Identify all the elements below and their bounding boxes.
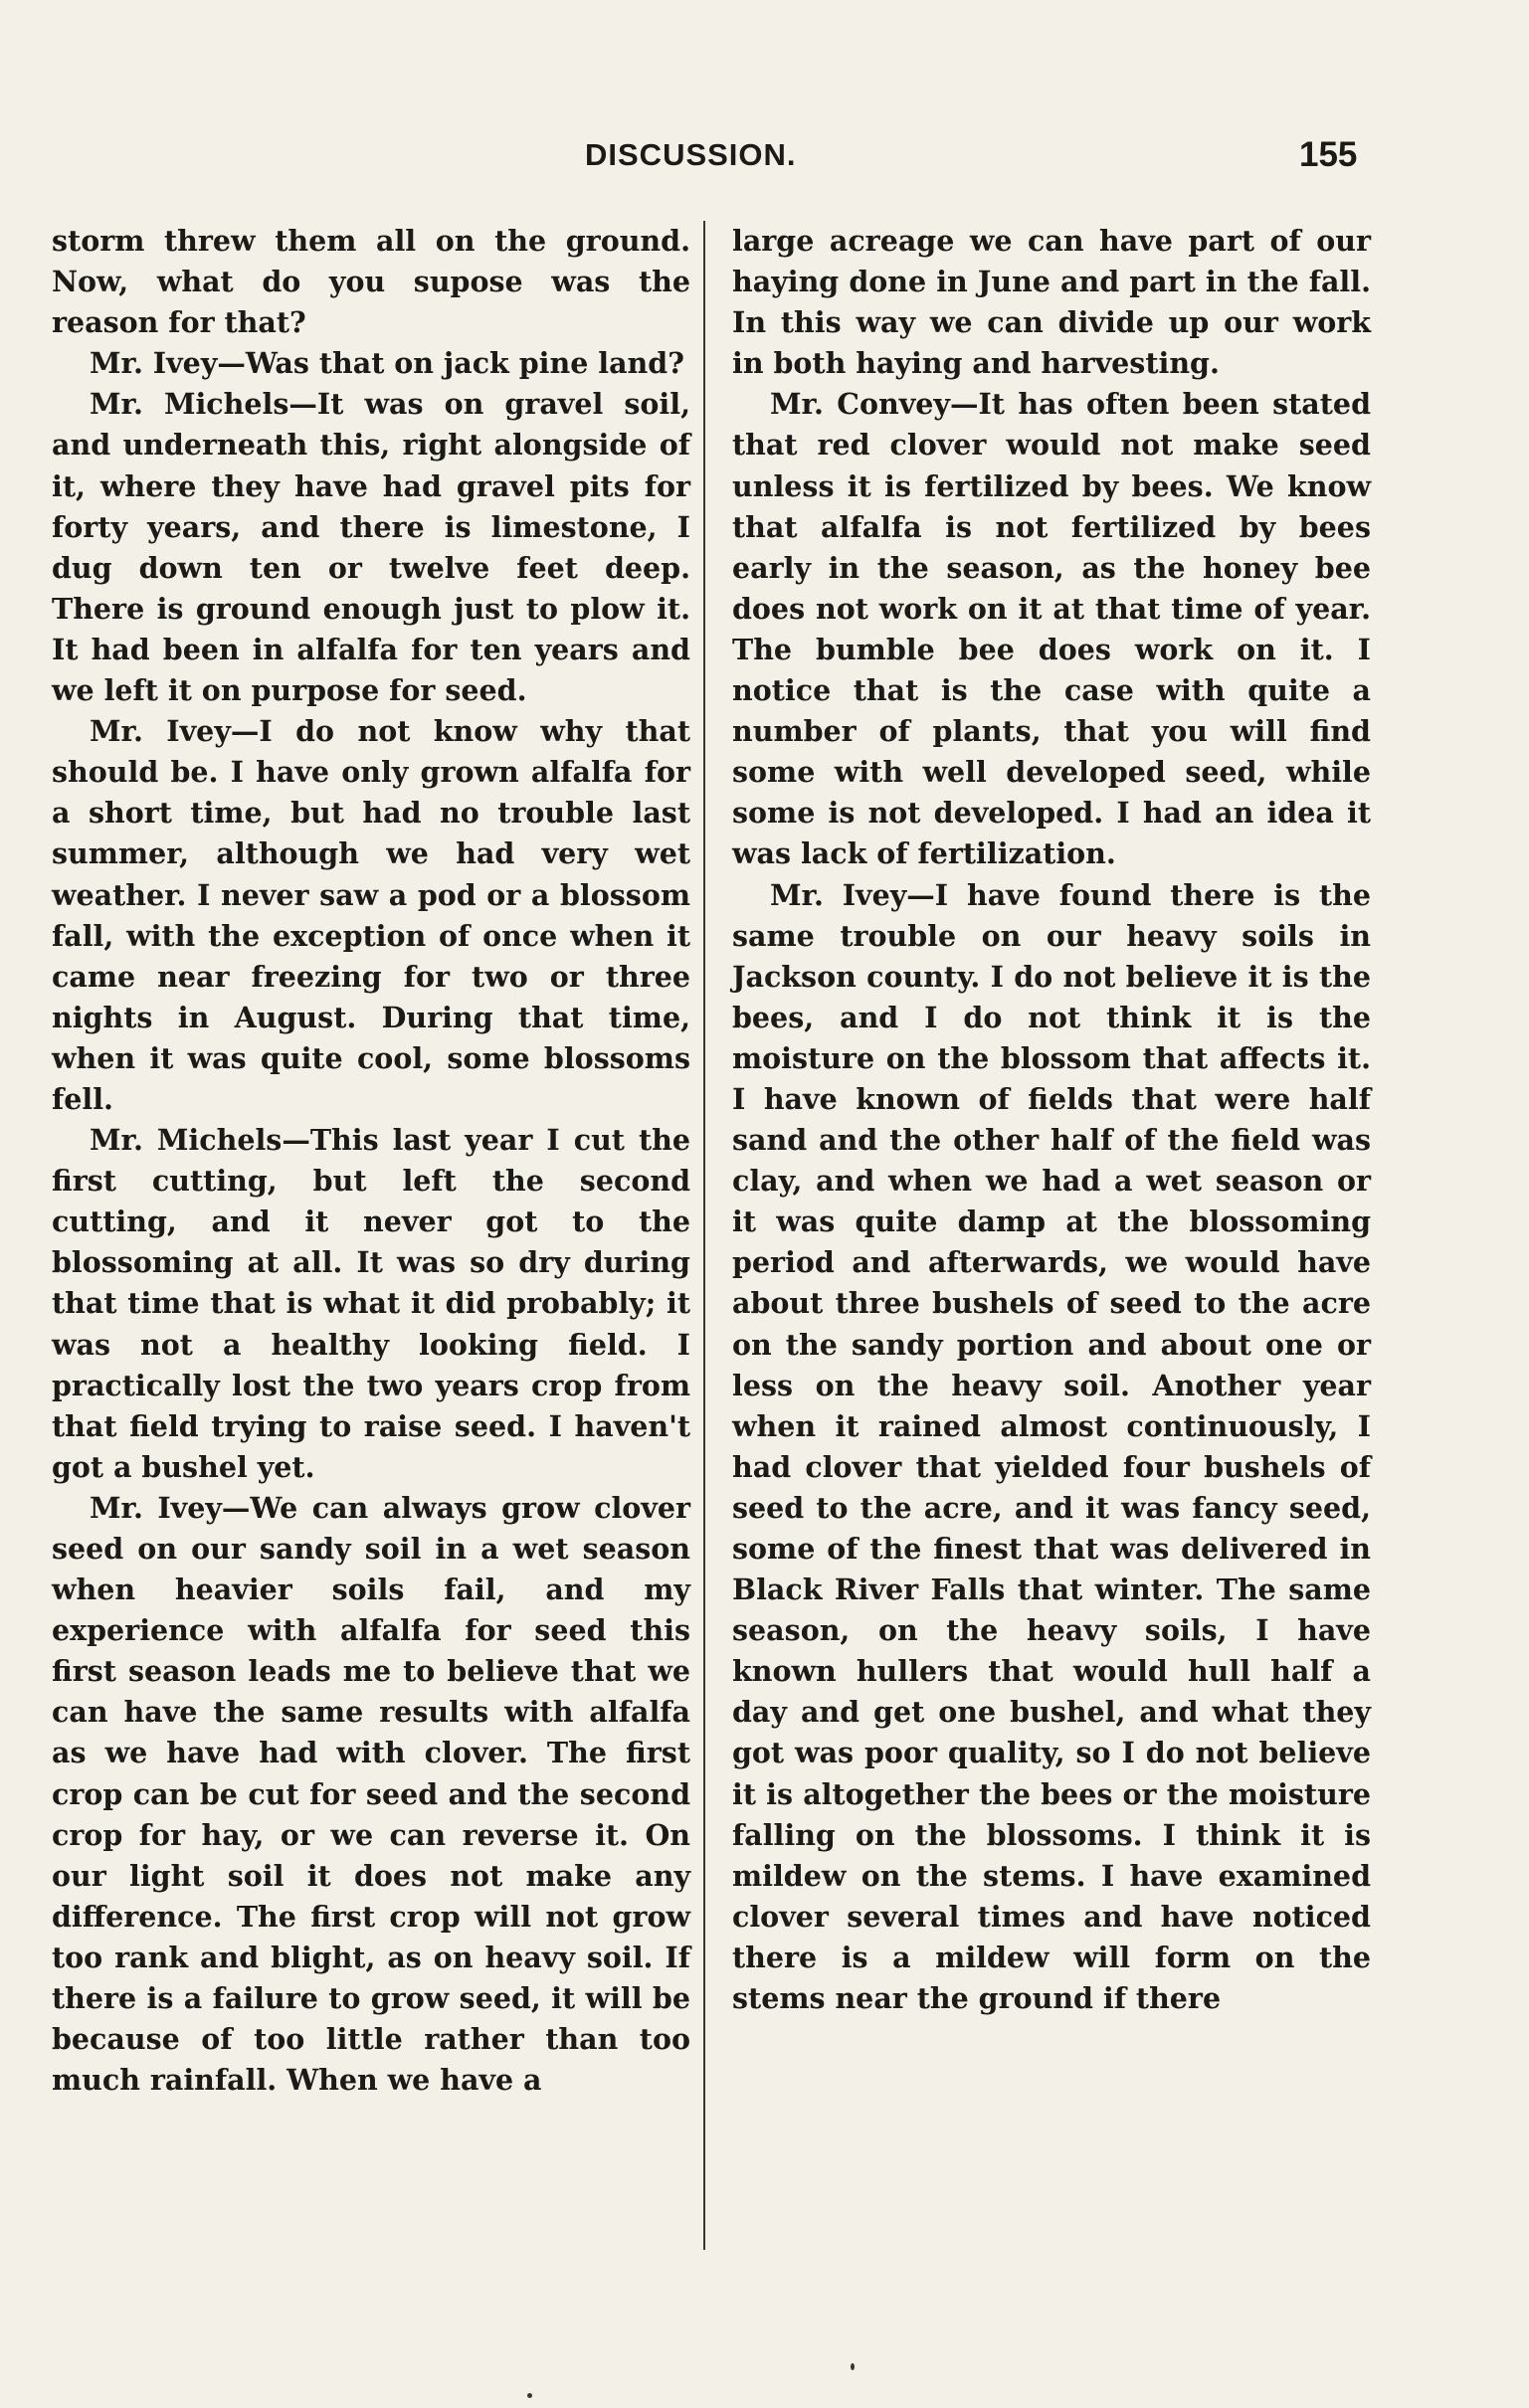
page-header — [0, 137, 1529, 187]
paragraph: Mr. Michels—It was on gravel soil, and underneath this, right alongside of it, where they have had gravel pits for forty years, and there is limestone, I dug down ten or twelve feet deep. There is ground enough just to plow it. It had been in alfalfa for ten years and we left it on purpose for seed. — [52, 387, 690, 708]
paragraph: storm threw them all on the ground. Now, what do you supose was the reason for that? — [52, 224, 690, 340]
paragraph: Mr. Convey—It has often been stated that red clover would not make seed unless it is fertilized by bees. We know that alfalfa is not fertilized by bees early in the season, as the honey bee does not work on it at that time of year. The bumble bee does work on it. I notice that is the case with quite a number of plants, that you will find some with well developed seed, while some is not developed. I had an idea it was lack of fertilization. — [732, 387, 1371, 871]
left-column — [52, 221, 690, 2101]
paragraph: Mr. Ivey—I do not know why that should be. I have only grown alfalfa for a short time, but had no trouble last summer, although we had very wet weather. I never saw a pod or a blossom fall, with the exception of once when it came near freezing for two or three nights in August. During that time, when it was quite cool, some blossoms fell. — [52, 714, 690, 1116]
running-head: DISCUSSION. — [585, 137, 797, 172]
paragraph: large acreage we can have part of our haying done in June and part in the fall. In this way we can divide up our work in both haying and harvesting. — [732, 224, 1371, 381]
right-column — [732, 221, 1371, 2019]
page-number: 155 — [1299, 135, 1358, 174]
column-divider — [703, 221, 705, 2250]
print-speck — [851, 2363, 855, 2370]
paragraph: Mr. Ivey—I have found there is the same trouble on our heavy soils in Jackson county. I do not believe it is the bees, and I do not think it is the moisture on the blossom that affects it. I have known of fields that were half sand and the other half of the field was clay, and when we had a wet season or it was quite damp at the blossoming period and afterwards, we would have about three bushels of seed to the acre on the sandy portion and about one or less on the heavy soil. Another year when it rained almost continuously, I had clover that yielded four bushels of seed to the acre, and it was fancy seed, some of the finest that was delivered in Black River Falls that winter. The same season, on the heavy soils, I have known hullers that would hull half a day and get one bushel, and what they got was poor quality, so I do not believe it is altogether the bees or the moisture falling on the blossoms. I think it is mildew on the stems. I have examined clover several times and have noticed there is a mildew will form on the stems near the ground if there — [732, 877, 1371, 2016]
paragraph: Mr. Michels—This last year I cut the first cutting, but left the second cutting, and it never got to the blossoming at all. It was so dry during that time that is what it did probably; it was not a healthy looking field. I practically lost the two years crop from that field trying to raise seed. I haven't got a bushel yet. — [52, 1123, 690, 1484]
paragraph: Mr. Ivey—We can always grow clover seed on our sandy soil in a wet season when heavier soils fail, and my experience with alfalfa for seed this first season leads me to believe that we can have the same results with alfalfa as we have had with clover. The first crop can be cut for seed and the second crop for hay, or we can reverse it. On our light soil it does not make any difference. The first crop will not grow too rank and blight, as on heavy soil. If there is a failure to grow seed, it will be because of too little rather than too much rainfall. When we have a — [52, 1490, 690, 2098]
print-speck — [527, 2393, 532, 2398]
paragraph: Mr. Ivey—Was that on jack pine land? — [90, 346, 684, 381]
